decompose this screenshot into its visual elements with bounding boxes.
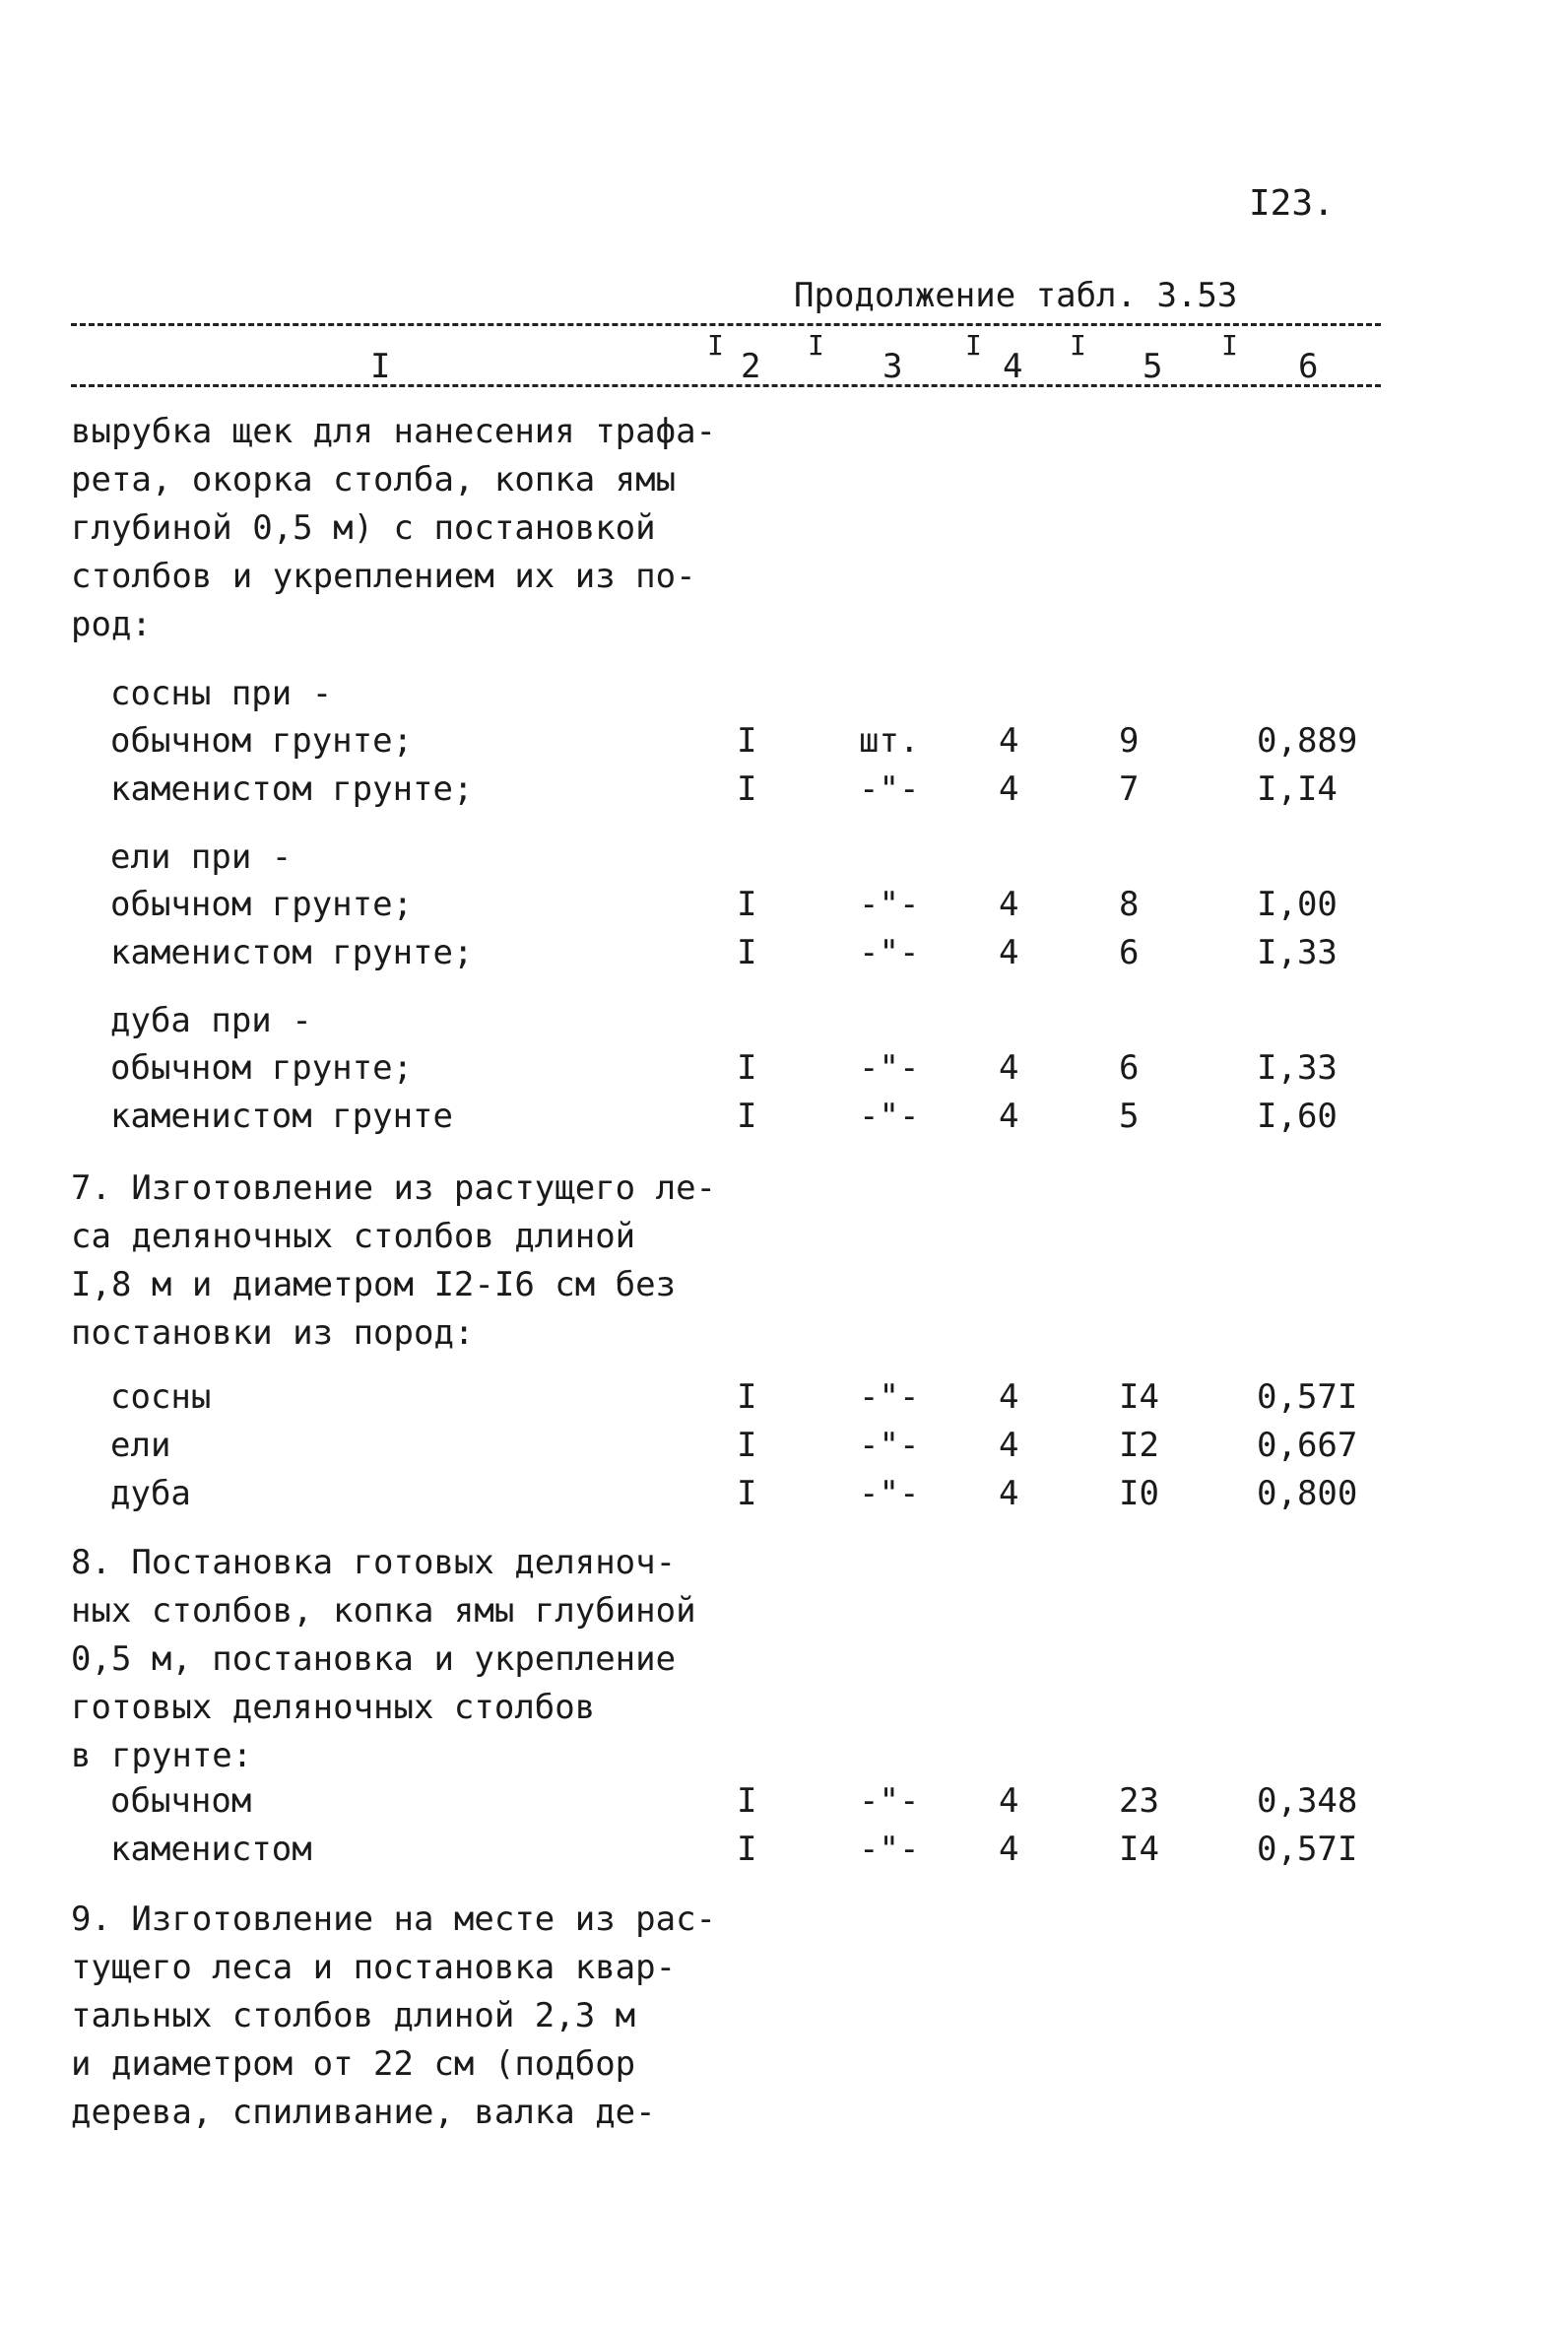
- column-header-5: 5: [1143, 347, 1163, 386]
- cell-col2: I: [737, 1097, 757, 1136]
- row-label: обычном грунте;: [110, 721, 414, 761]
- cell-col4: 4: [999, 1474, 1019, 1513]
- cell-col6: 0,800: [1257, 1474, 1358, 1513]
- cell-col2: I: [737, 1048, 757, 1088]
- table-row: [0, 1781, 1568, 1830]
- text-line: и диаметром от 22 см (подбор: [71, 2044, 636, 2084]
- column-separator: I: [808, 329, 824, 362]
- table-row: [0, 1377, 1568, 1426]
- cell-col3: -"-: [859, 1048, 920, 1088]
- text-line: столбов и укреплением их из по-: [71, 557, 696, 596]
- cell-col4: 4: [999, 1426, 1019, 1465]
- group-subheader: дуба при -: [110, 1001, 312, 1040]
- item-7-paragraph: [71, 1165, 721, 1358]
- column-header-3: 3: [882, 347, 903, 386]
- item-8-paragraph: [71, 1539, 721, 1780]
- row-label: обычном грунте;: [110, 885, 414, 924]
- text-line: 0,5 м, постановка и укрепление: [71, 1639, 677, 1679]
- row-label: каменистом грунте;: [110, 933, 474, 972]
- page-number: I23.: [1249, 183, 1335, 224]
- table-row: [0, 933, 1568, 981]
- row-label: ели: [110, 1426, 171, 1465]
- cell-col2: I: [737, 1830, 757, 1869]
- cell-col4: 4: [999, 721, 1019, 761]
- cell-col4: 4: [999, 1048, 1019, 1088]
- group-subheader: ели при -: [110, 837, 293, 877]
- text-line: глубиной 0,5 м) с постановкой: [71, 508, 656, 548]
- cell-col3: -"-: [859, 769, 920, 809]
- row-label: каменистом грунте: [110, 1097, 453, 1136]
- cell-col5: 7: [1119, 769, 1140, 809]
- intro-paragraph: [71, 408, 721, 649]
- text-line: дерева, спиливание, валка де-: [71, 2093, 656, 2132]
- table-row: [0, 885, 1568, 933]
- cell-col5: 9: [1119, 721, 1140, 761]
- cell-col5: 5: [1119, 1097, 1140, 1136]
- cell-col6: 0,348: [1257, 1781, 1358, 1821]
- cell-col5: 8: [1119, 885, 1140, 924]
- column-header-1: I: [370, 347, 391, 386]
- cell-col4: 4: [999, 1830, 1019, 1869]
- header-rule-top: [71, 323, 1381, 326]
- cell-col6: 0,57I: [1257, 1830, 1358, 1869]
- text-line: тальных столбов длиной 2,3 м: [71, 1996, 636, 2035]
- cell-col3: -"-: [859, 1474, 920, 1513]
- row-label: каменистом: [110, 1830, 312, 1869]
- column-separator: I: [1070, 329, 1086, 362]
- table-row: [0, 721, 1568, 769]
- table-caption: Продолжение табл. 3.53: [794, 276, 1238, 315]
- cell-col4: 4: [999, 1781, 1019, 1821]
- cell-col5: 6: [1119, 933, 1140, 972]
- cell-col4: 4: [999, 1097, 1019, 1136]
- row-label: обычном грунте;: [110, 1048, 414, 1088]
- cell-col4: 4: [999, 933, 1019, 972]
- cell-col6: 0,889: [1257, 721, 1358, 761]
- text-line: 8. Постановка готовых деляноч-: [71, 1543, 677, 1582]
- cell-col2: I: [737, 1781, 757, 1821]
- column-header-4: 4: [1003, 347, 1023, 386]
- cell-col2: I: [737, 933, 757, 972]
- cell-col6: 0,57I: [1257, 1377, 1358, 1417]
- table-row: [0, 1097, 1568, 1145]
- row-label: сосны: [110, 1377, 212, 1417]
- cell-col4: 4: [999, 769, 1019, 809]
- column-separator: I: [707, 329, 724, 362]
- cell-col3: -"-: [859, 1426, 920, 1465]
- cell-col5: I4: [1119, 1830, 1159, 1869]
- row-label: каменистом грунте;: [110, 769, 474, 809]
- column-header-6: 6: [1298, 347, 1319, 386]
- text-line: постановки из пород:: [71, 1313, 475, 1353]
- text-line: тущего леса и постановка квар-: [71, 1948, 677, 1987]
- cell-col3: -"-: [859, 933, 920, 972]
- cell-col5: I2: [1119, 1426, 1159, 1465]
- cell-col5: I0: [1119, 1474, 1159, 1513]
- cell-col6: I,33: [1257, 933, 1338, 972]
- cell-col3: -"-: [859, 1097, 920, 1136]
- cell-col5: 6: [1119, 1048, 1140, 1088]
- cell-col3: -"-: [859, 885, 920, 924]
- cell-col3: -"-: [859, 1781, 920, 1821]
- text-line: 9. Изготовление на месте из рас-: [71, 1900, 717, 1939]
- group-subheader: сосны при -: [110, 674, 333, 713]
- table-row: [0, 1426, 1568, 1474]
- text-line: са деляночных столбов длиной: [71, 1217, 636, 1256]
- text-line: ных столбов, копка ямы глубиной: [71, 1591, 696, 1631]
- cell-col2: I: [737, 1426, 757, 1465]
- cell-col2: I: [737, 1377, 757, 1417]
- cell-col3: -"-: [859, 1830, 920, 1869]
- cell-col6: I,I4: [1257, 769, 1338, 809]
- text-line: I,8 м и диаметром I2-I6 см без: [71, 1265, 677, 1304]
- header-rule-bottom: [71, 384, 1381, 387]
- text-line: род:: [71, 605, 152, 644]
- cell-col6: I,60: [1257, 1097, 1338, 1136]
- cell-col6: I,33: [1257, 1048, 1338, 1088]
- table-row: [0, 1474, 1568, 1522]
- cell-col2: I: [737, 721, 757, 761]
- cell-col3: -"-: [859, 1377, 920, 1417]
- cell-col6: I,00: [1257, 885, 1338, 924]
- cell-col2: I: [737, 1474, 757, 1513]
- text-line: вырубка щек для нанесения трафа-: [71, 412, 717, 451]
- cell-col6: 0,667: [1257, 1426, 1358, 1465]
- table-row: [0, 1830, 1568, 1878]
- table-row: [0, 769, 1568, 818]
- column-separator: I: [965, 329, 982, 362]
- cell-col2: I: [737, 769, 757, 809]
- cell-col3: шт.: [859, 721, 920, 761]
- cell-col5: 23: [1119, 1781, 1159, 1821]
- cell-col4: 4: [999, 885, 1019, 924]
- text-line: 7. Изготовление из растущего ле-: [71, 1168, 717, 1208]
- text-line: рета, окорка столба, копка ямы: [71, 460, 677, 500]
- text-line: готовых деляночных столбов: [71, 1688, 596, 1727]
- row-label: обычном: [110, 1781, 252, 1821]
- column-separator: I: [1221, 329, 1238, 362]
- cell-col2: I: [737, 885, 757, 924]
- item-9-paragraph: [71, 1896, 721, 2137]
- text-line: в грунте:: [71, 1736, 253, 1775]
- row-label: дуба: [110, 1474, 191, 1513]
- column-header-2: 2: [741, 347, 761, 386]
- cell-col5: I4: [1119, 1377, 1159, 1417]
- table-row: [0, 1048, 1568, 1097]
- cell-col4: 4: [999, 1377, 1019, 1417]
